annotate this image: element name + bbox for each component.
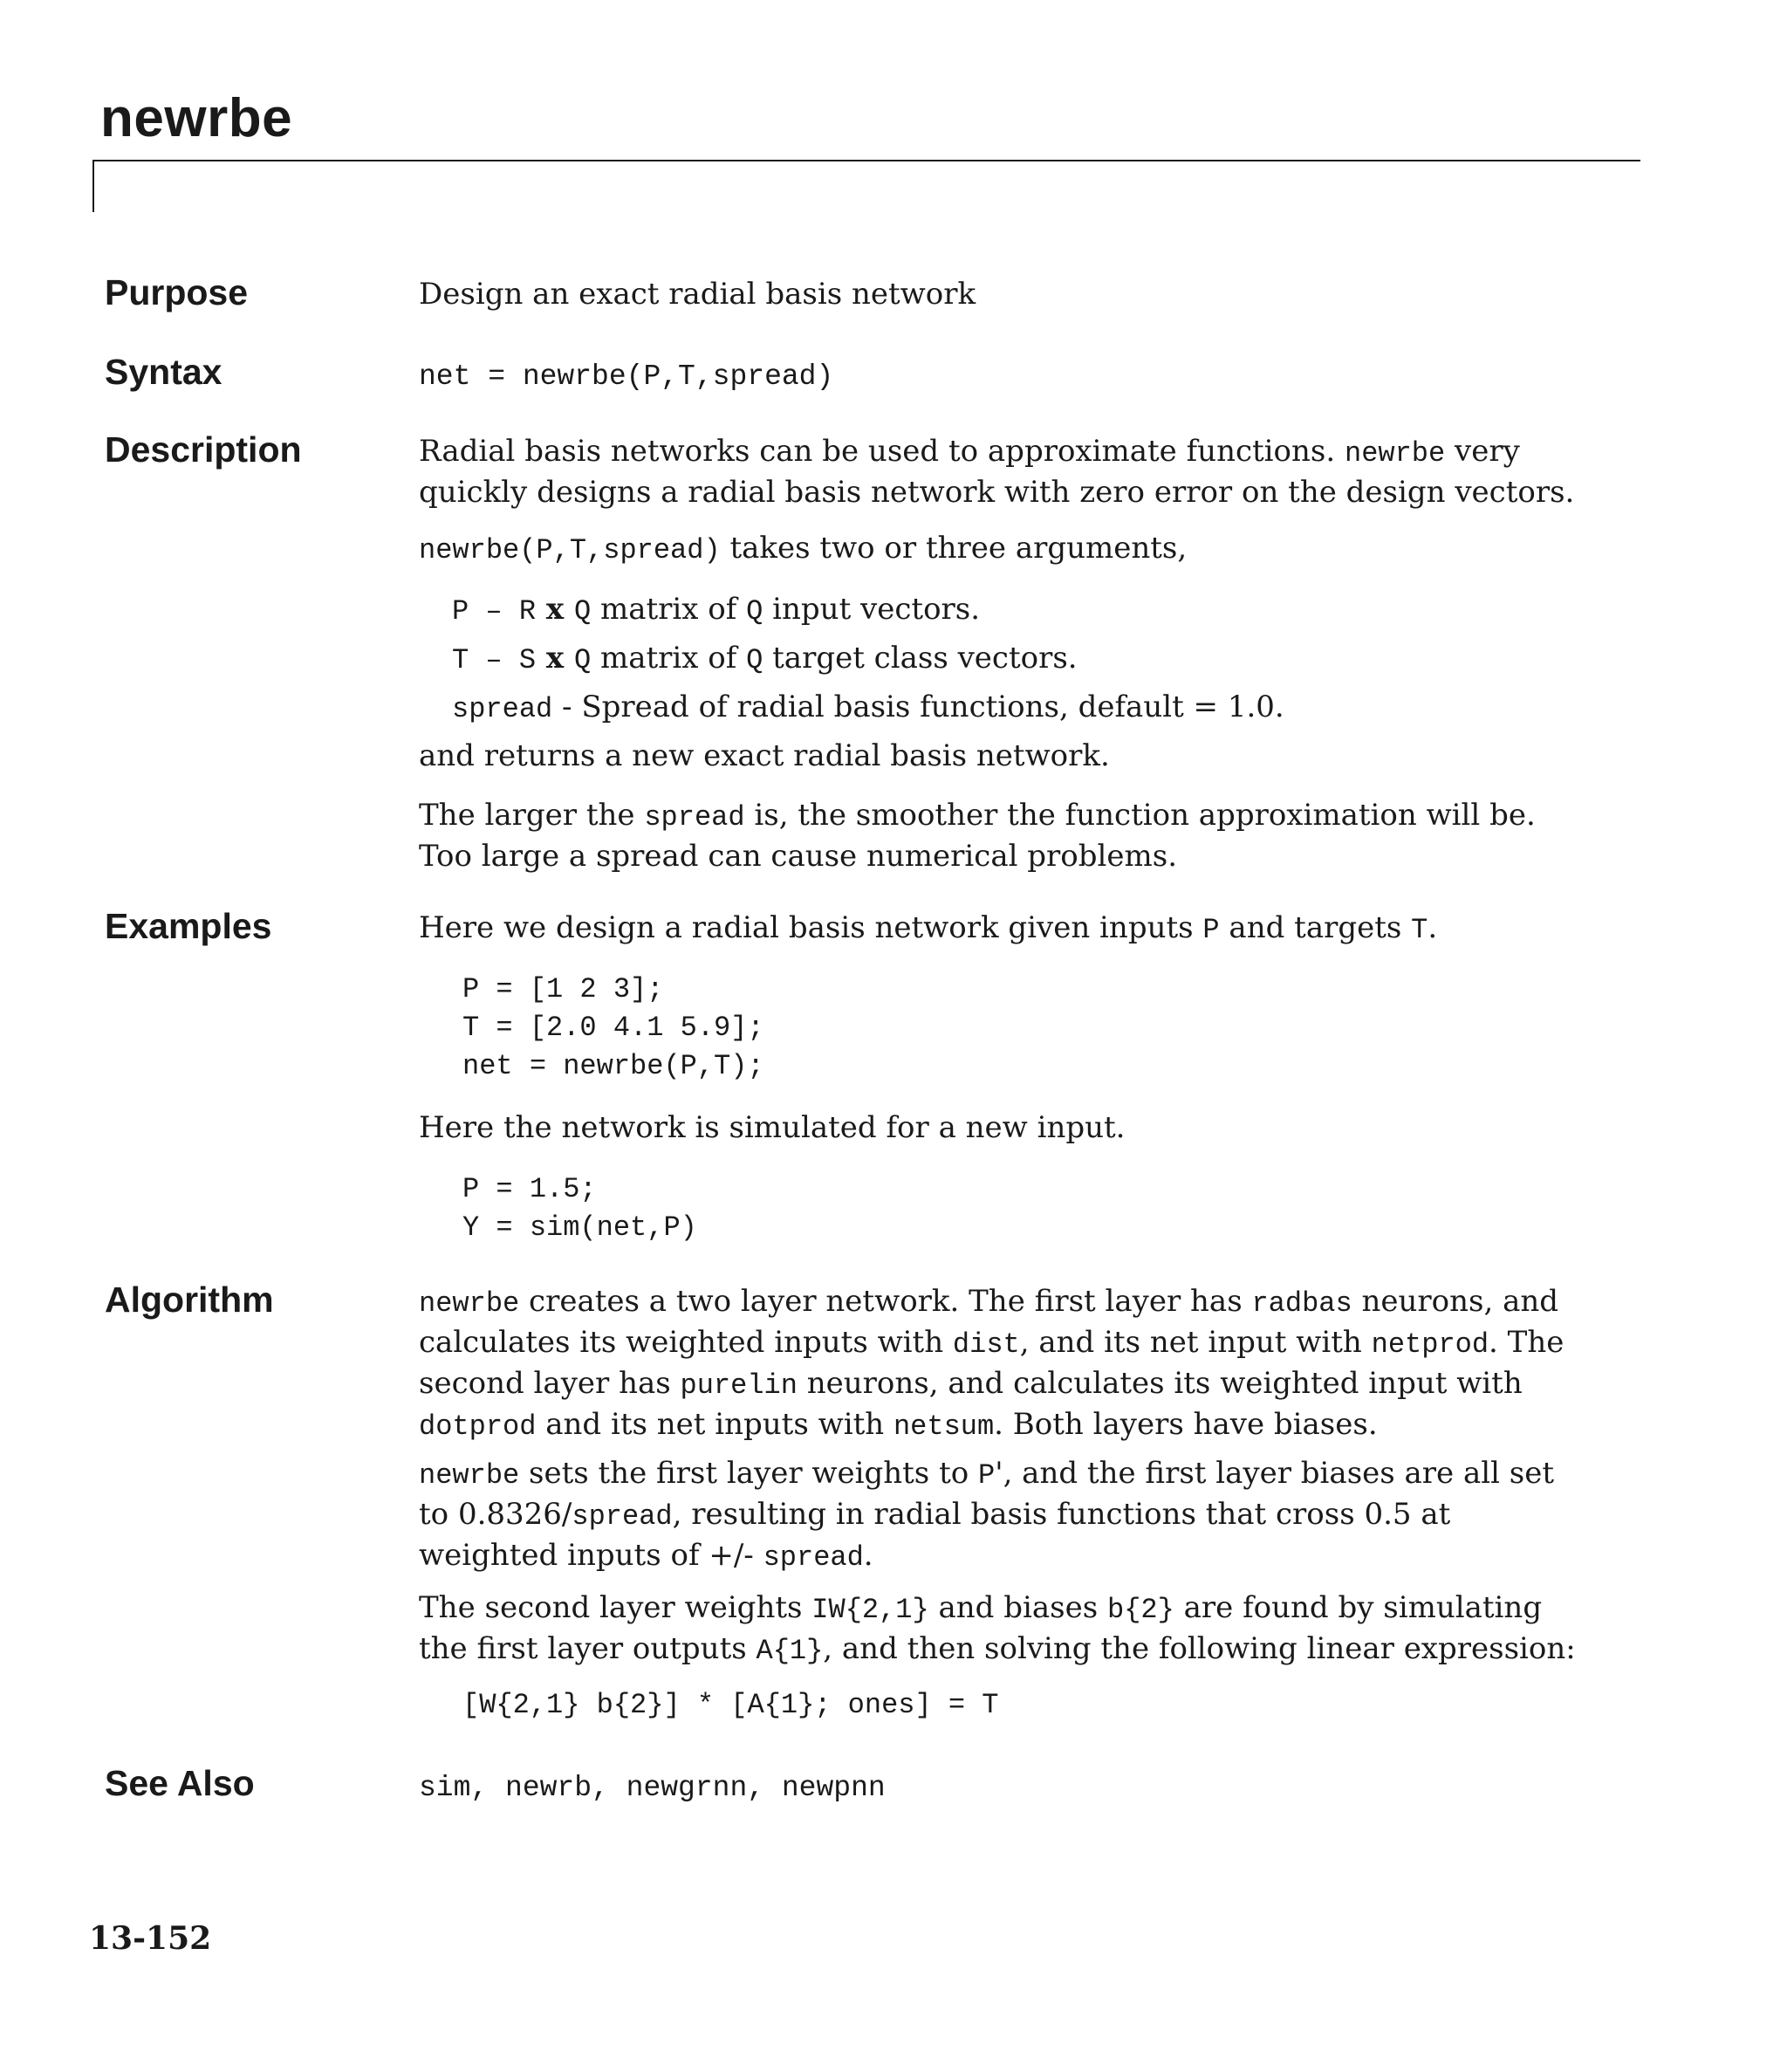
examples-intro: Here we design a radial basis network given inputs P and targets T.: [419, 910, 1438, 946]
description-returns: and returns a new exact radial basis network.: [419, 738, 1110, 773]
code-inline: purelin: [680, 1369, 798, 1402]
example-code-line: P = 1.5;: [462, 1173, 597, 1205]
page-number: 13-152: [89, 1920, 212, 1957]
examples-sim-text: Here the network is simulated for a new input.: [419, 1110, 1126, 1145]
heading-algorithm: Algorithm: [105, 1280, 274, 1320]
code-inline: b{2}: [1107, 1594, 1174, 1626]
code-inline: netsum: [893, 1410, 995, 1443]
code-inline: radbas: [1251, 1287, 1352, 1320]
syntax-code: net = newrbe(P,T,spread): [419, 360, 834, 393]
algorithm-expression: [W{2,1} b{2}] * [A{1}; ones] = T: [462, 1689, 999, 1721]
see-also-links: sim, newrb, newgrnn, newpnn: [419, 1772, 886, 1804]
page-title: newrbe: [100, 88, 293, 148]
heading-syntax: Syntax: [105, 352, 223, 392]
description-paragraph-3: The larger the spread is, the smoother the function approximation will be. Too large a spread can cause numerical problems.: [419, 798, 1536, 874]
argument-p: P – R x Q matrix of Q input vectors.: [452, 592, 981, 628]
code-inline: A{1}: [756, 1635, 824, 1667]
code-inline: spread: [644, 801, 745, 834]
text-run: creates a two layer network. The first layer has: [519, 1284, 1252, 1319]
example-code-line: Y = sim(net,P): [462, 1211, 697, 1244]
example-code-line: P = [1 2 3];: [462, 973, 664, 1005]
description-paragraph-1: Radial basis networks can be used to approximate functions. newrbe very quickly designs a radial basis network with zero error on the design vectors.: [419, 434, 1575, 510]
code-inline: IW{2,1}: [811, 1594, 929, 1626]
purpose-text: Design an exact radial basis network: [419, 277, 976, 312]
algorithm-paragraph-1: [419, 1282, 1579, 1446]
code-inline: newrbe: [1344, 437, 1446, 470]
heading-description: Description: [105, 429, 302, 470]
code-inline: newrbe(P,T,spread): [419, 534, 721, 566]
argument-spread: spread - Spread of radial basis functions, default = 1.0.: [452, 690, 1284, 725]
text-run: and its net inputs with: [536, 1407, 894, 1442]
example-code-line: T = [2.0 4.1 5.9];: [462, 1012, 764, 1044]
text-run: . The second layer has: [419, 1325, 1564, 1401]
text-run: neurons, and calculates its weighted inputs with: [419, 1284, 1559, 1360]
code-inline: newrbe: [419, 1287, 520, 1320]
text-run: are found by simulating the first layer outputs: [419, 1590, 1543, 1666]
heading-examples: Examples: [105, 906, 272, 946]
text-run: sets the first layer weights to: [519, 1456, 979, 1491]
heading-purpose: Purpose: [105, 272, 249, 312]
description-paragraph-2: newrbe(P,T,spread) takes two or three arguments,: [419, 531, 1188, 566]
text-run: , resulting in radial basis functions that cross 0.5 at weighted inputs of +/-: [419, 1497, 1451, 1573]
algorithm-paragraph-2: [419, 1454, 1579, 1577]
text-run: .: [863, 1538, 873, 1573]
code-inline: newrbe: [419, 1459, 520, 1492]
algorithm-paragraph-3: [419, 1588, 1579, 1671]
code-inline: spread: [572, 1500, 673, 1533]
text-run: and biases: [928, 1590, 1107, 1625]
heading-see-also: See Also: [105, 1763, 255, 1803]
title-rule-tick: [92, 160, 94, 212]
title-rule: [92, 160, 1640, 161]
text-run: neurons, and calculates its weighted input with: [797, 1366, 1523, 1401]
text-run: . Both layers have biases.: [994, 1407, 1378, 1442]
text-run: ', and the first layer biases are all set to 0.8326/: [419, 1456, 1555, 1532]
code-inline: dotprod: [419, 1410, 537, 1443]
code-inline: netprod: [1371, 1328, 1489, 1361]
example-code-line: net = newrbe(P,T);: [462, 1050, 764, 1082]
code-inline: spread: [763, 1541, 864, 1574]
code-inline: P: [978, 1459, 996, 1492]
argument-t: T – S x Q matrix of Q target class vectors.: [452, 641, 1078, 676]
text-run: , and then solving the following linear expression:: [823, 1631, 1576, 1666]
text-run: The second layer weights: [419, 1590, 812, 1625]
text-run: , and its net input with: [1019, 1325, 1372, 1360]
code-inline: dist: [952, 1328, 1020, 1361]
